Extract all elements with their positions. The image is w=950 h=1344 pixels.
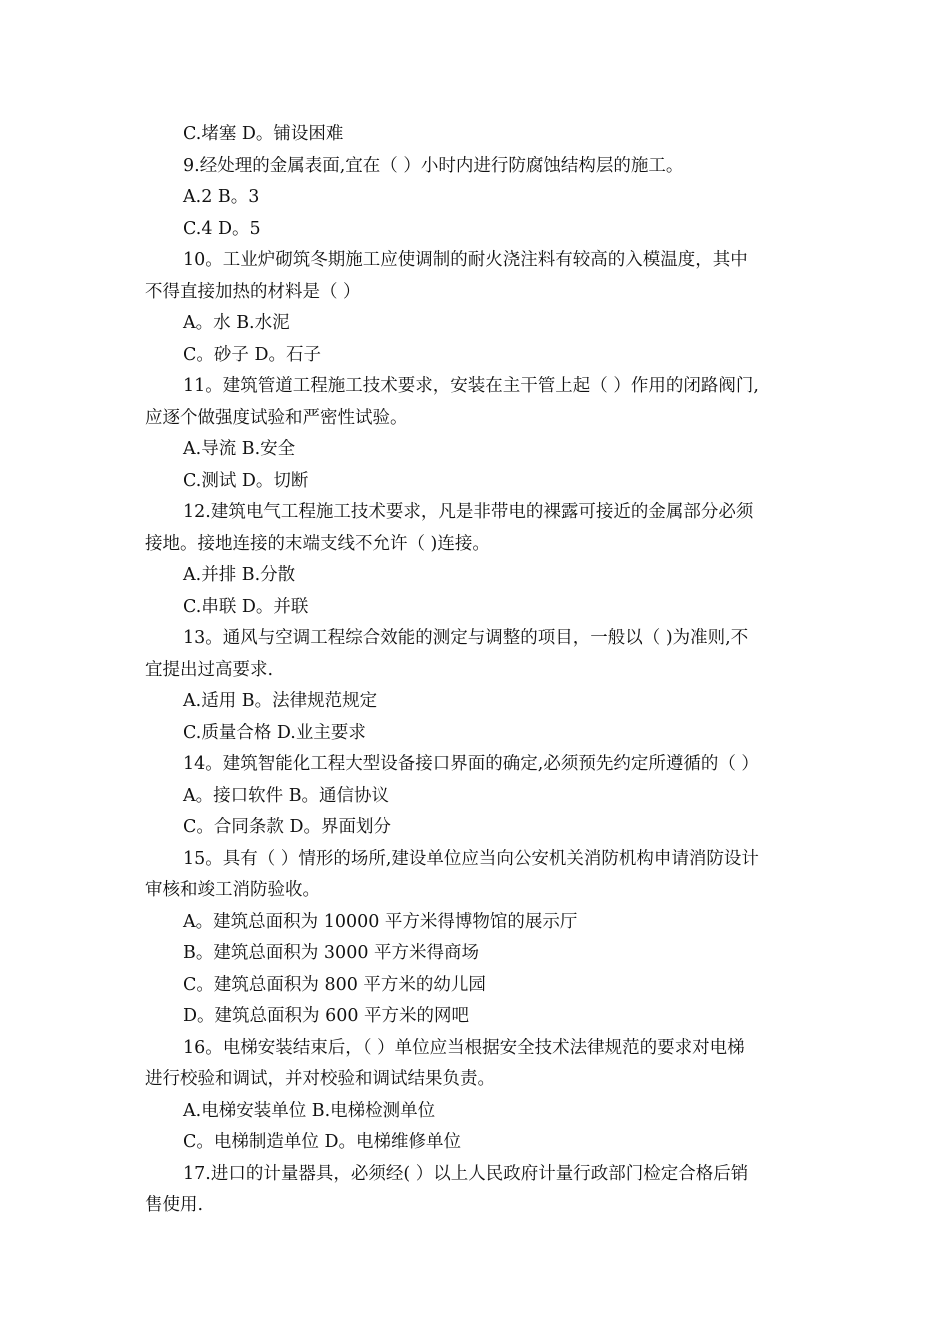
question-15-option-d: D。建筑总面积为 600 平方米的网吧 <box>183 1006 470 1026</box>
question-16-options-cd: C。电梯制造单位 D。电梯维修单位 <box>183 1132 461 1152</box>
question-17-cont: 售使用. <box>145 1195 204 1215</box>
question-9-options-ab: A.2 B。3 <box>183 187 260 207</box>
question-16-options-ab: A.电梯安装单位 B.电梯检测单位 <box>183 1100 436 1121</box>
question-15-cont: 审核和竣工消防验收。 <box>145 880 320 900</box>
question-14-options-ab: A。接口软件 B。通信协议 <box>183 785 390 806</box>
question-16-cont: 进行校验和调试，并对校验和调试结果负责。 <box>145 1069 495 1089</box>
question-12-options-cd: C.串联 D。并联 <box>183 596 309 617</box>
question-15-option-b: B。建筑总面积为 3000 平方米得商场 <box>183 943 480 963</box>
question-12-cont: 接地。接地连接的末端支线不允许（ )连接。 <box>145 533 490 554</box>
question-14: 14。建筑智能化工程大型设备接口界面的确定,必须预先约定所遵循的（ ） <box>183 754 759 774</box>
question-10: 10。工业炉砌筑冬期施工应使调制的耐火浇注料有较高的入模温度，其中 <box>183 250 748 270</box>
question-10-options-cd: C。砂子 D。石子 <box>183 344 321 365</box>
question-10-options-ab: A。水 B.水泥 <box>183 313 290 333</box>
question-15: 15。具有（ ）情形的场所,建设单位应当向公安机关消防机构申请消防设计 <box>183 848 759 869</box>
text-line: C.堵塞 D。铺设困难 <box>183 124 344 144</box>
question-15-option-a: A。建筑总面积为 10000 平方米得博物馆的展示厅 <box>183 911 578 932</box>
question-11-options-ab: A.导流 B.安全 <box>183 439 296 459</box>
question-11-cont: 应逐个做强度试验和严密性试验。 <box>145 407 408 428</box>
question-14-options-cd: C。合同条款 D。界面划分 <box>183 817 391 837</box>
question-17: 17.进口的计量器具，必须经( ）以上人民政府计量行政部门检定合格后销 <box>183 1163 749 1184</box>
question-11-options-cd: C.测试 D。切断 <box>183 470 309 491</box>
document-body <box>145 119 810 1222</box>
question-12-options-ab: A.并排 B.分散 <box>183 565 296 585</box>
question-13-options-cd: C.质量合格 D.业主要求 <box>183 722 366 743</box>
question-9-options-cd: C.4 D。5 <box>183 218 261 239</box>
question-13: 13。通风与空调工程综合效能的测定与调整的项目，一般以（ )为准则,不 <box>183 628 749 648</box>
question-13-options-ab: A.适用 B。法律规范规定 <box>183 691 378 711</box>
question-10-cont: 不得直接加热的材料是（ ） <box>145 281 361 302</box>
question-9: 9.经处理的金属表面,宜在（ ）小时内进行防腐蚀结构层的施工。 <box>183 155 684 176</box>
question-11: 11。建筑管道工程施工技术要求，安装在主干管上起（ ）作用的闭路阀门, <box>183 376 759 396</box>
question-12: 12.建筑电气工程施工技术要求，凡是非带电的裸露可接近的金属部分必须 <box>183 502 754 522</box>
question-15-option-c: C。建筑总面积为 800 平方米的幼儿园 <box>183 974 486 995</box>
question-13-cont: 宜提出过高要求. <box>145 659 274 680</box>
question-16: 16。电梯安装结束后，（ ）单位应当根据安全技术法律规范的要求对电梯 <box>183 1037 745 1058</box>
